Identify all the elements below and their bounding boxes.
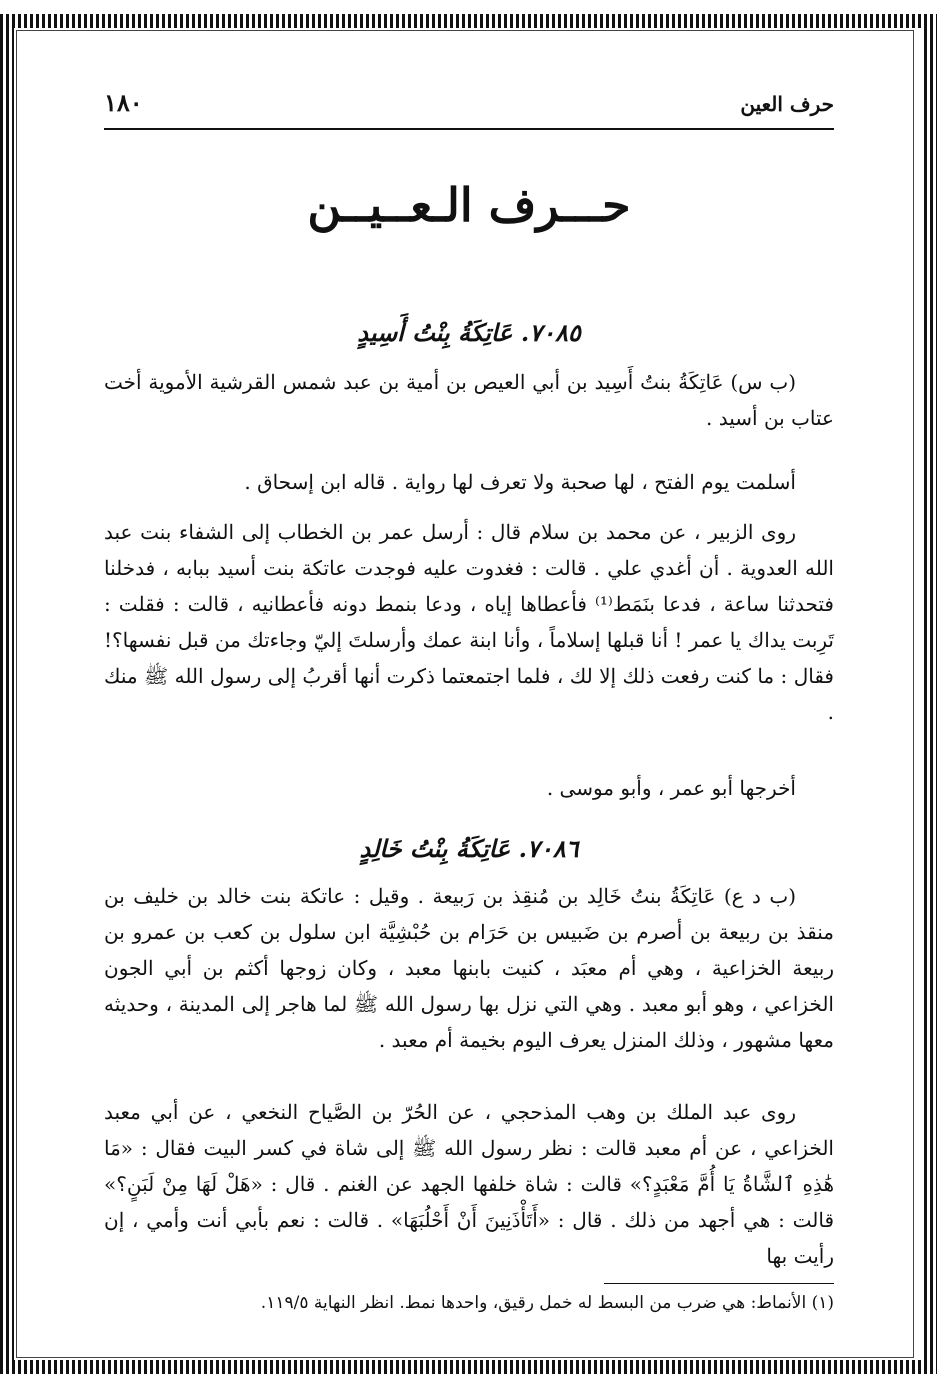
entry-title: ٧٠٨٦. عَاتِكَةُ بِنْتُ خَالِدٍ [359,834,579,863]
running-header [104,88,834,130]
page-content [104,0,834,1389]
entry-paragraph: أسلمت يوم الفتح ، لها صحبة ولا تعرف لها رواية . قاله ابن إسحاق . [244,470,796,494]
page-number: ١٨٠ [104,88,143,117]
entry-paragraph: (ب د ع) عَاتِكَةُ بنتُ خَالِد بن مُنقِذ بن رَبيعة . وقيل : عاتكة بنت خالد بن خليف بن منقذ بن ربيعة بن أصرم بن ضَبيس بن حَرَام بن حُبْشِيَّة ابن سلول بن كعب بن عمرو بن ربيعة الخزاعية ، وهي أم معبَد ، كنيت بابنها معبد ، وكان زوجها أكثم بن أبي الجون الخزاعي ، وهو أبو معبد . وهي التي نزل بها رسول الله ﷺ لما هاجر إلى المدينة ، وحديثه معها مشهور ، وذلك المنزل يعرف اليوم بخيمة أم معبد . [104,884,834,1052]
entry-paragraph: (ب س) عَاتِكَةُ بنتُ أَسِيد بن أبي العيص بن أمية بن عبد شمس القرشية الأموية أخت عتاب بن أسيد . [104,370,834,430]
entry-paragraph: روى الزبير ، عن محمد بن سلام قال : أرسل عمر بن الخطاب إلى الشفاء بنت عبد الله العدوية . أن أغدي علي . قالت : فغدوت عليه فوجدت عاتكة بنت أسيد ببابه ، فدخلنا فتحدثنا ساعة ، فدعا بنَمَط⁽¹⁾ فأعطاها إياه ، ودعا بنمط دونه فأعطانيه ، قالت : فقلت : تَرِبت يداك يا عمر ! أنا قبلها إسلاماً ، وأنا ابنة عمك وأرسلتَ إليّ وجاءتك من قبل نفسها؟! فقال : ما كنت رفعت ذلك إلا لك ، فلما اجتمعتما ذكرت أنها أقربُ إلى رسول الله ﷺ منك . [104,520,834,724]
footnote: (١) الأنماط: هي ضرب من البسط له خمل رقيق، واحدها نمط. انظر النهاية ١١٩/٥. [260,1293,834,1313]
entry-paragraph: أخرجها أبو عمر ، وأبو موسى . [546,776,796,800]
chapter-title: حـــرف الـعــيــن [307,178,631,232]
footnote-rule [604,1283,834,1284]
entry-paragraph: روى عبد الملك بن وهب المذحجي ، عن الحُرّ بن الصَّياح النخعي ، عن أبي معبد الخزاعي ، عن أم معبد قالت : نظر رسول الله ﷺ إلى شاة في كسر البيت فقال : «مَا هَٰذِهِ ٱلشَّاةُ يَا أُمَّ مَعْبَدٍ؟» قالت : شاة خلفها الجهد عن الغنم . قال : «هَلْ لَهَا مِنْ لَبَنٍ؟» قالت : هي أجهد من ذلك . قال : «أَتَأْذَنِينَ أَنْ أَحْلُبَهَا» . قالت : نعم بأبي أنت وأمي ، إن رأيت بها [104,1100,834,1268]
entry-title: ٧٠٨٥. عَاتِكَةُ بِنْتُ أَسِيدٍ [357,318,581,347]
running-title: حرف العين [740,92,834,116]
